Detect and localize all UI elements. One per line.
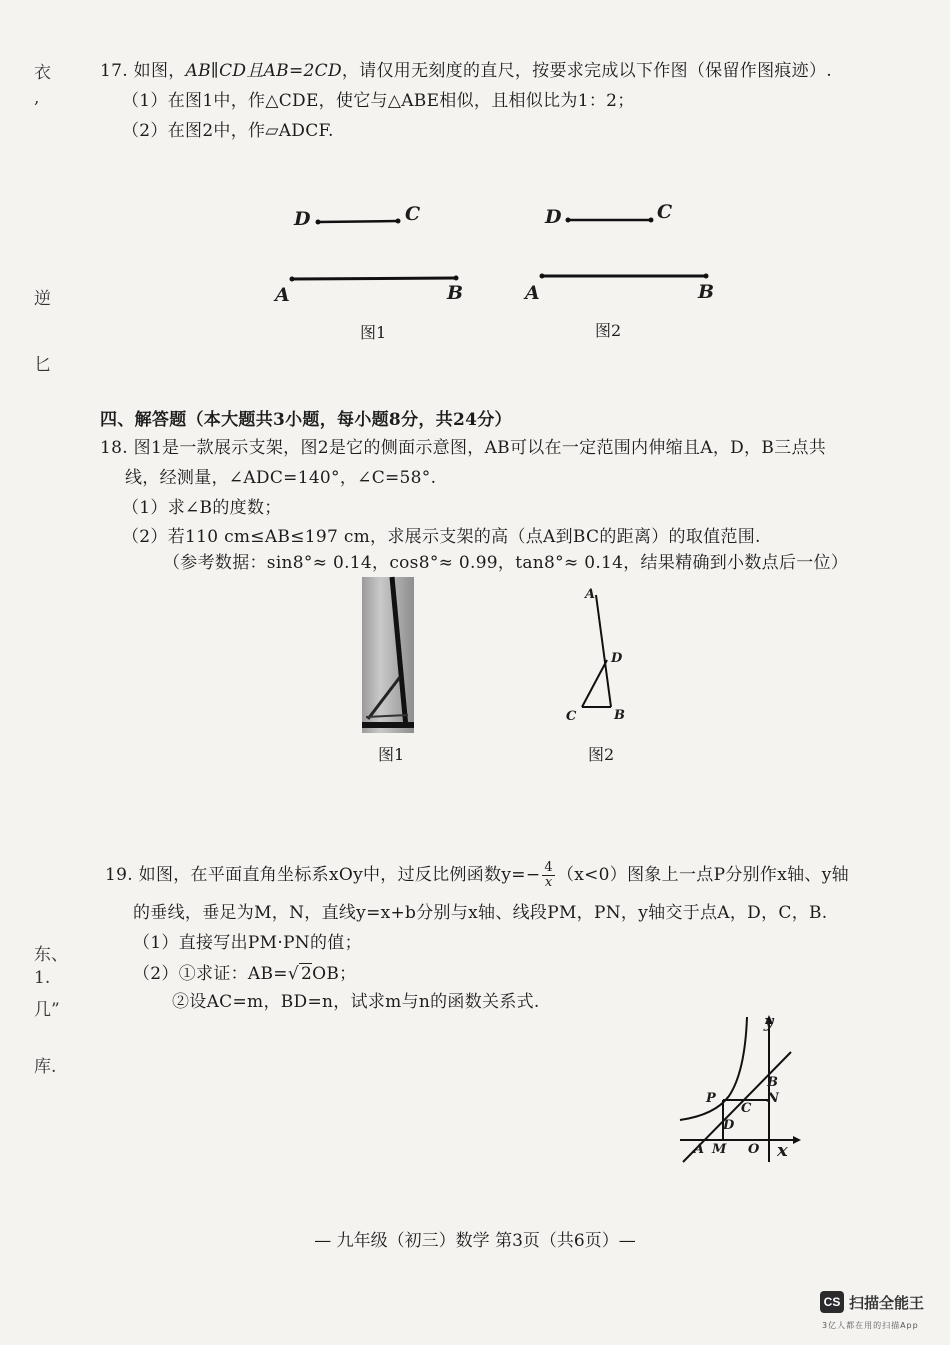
point-label-b: B <box>614 708 625 723</box>
q19-proof-prefix: （2）①求证：AB= <box>133 964 288 984</box>
margin-mark: 逆 <box>34 289 51 309</box>
point-label-c: C <box>566 709 577 724</box>
point-label-p: P <box>706 1091 716 1106</box>
margin-mark: , <box>34 88 40 108</box>
q18-fig2-caption: 图2 <box>588 745 615 764</box>
point-label-a: A <box>525 282 540 304</box>
q18-fig1-caption: 图1 <box>378 745 405 764</box>
q17-line1 <box>100 56 832 81</box>
margin-mark: 匕 <box>34 355 51 375</box>
q18-part2: （2）若110 cm≤AB≤197 cm，求展示支架的高（点A到BC的距离）的取值范围. <box>122 527 761 547</box>
margin-mark: 库. <box>34 1057 57 1077</box>
axis-label-y: y <box>764 1011 775 1032</box>
scanner-badge: CS <box>820 1291 844 1313</box>
point-label-c: C <box>741 1101 752 1116</box>
point-label-n: N <box>767 1091 779 1106</box>
point-label-m: M <box>712 1142 727 1157</box>
fraction <box>542 861 555 890</box>
q19-suffix: （x<0）图象上一点P分别作x轴、y轴 <box>556 865 849 885</box>
q19-part2: （2）①求证：AB=√ 2OB； <box>133 964 357 984</box>
q17-fig1-caption: 图1 <box>360 323 387 342</box>
axis-label-x: x <box>777 1140 788 1161</box>
point-label-d: D <box>294 208 311 230</box>
margin-mark: 几” <box>34 1000 60 1020</box>
point-label-a: A <box>275 284 290 306</box>
point-label-d: D <box>545 206 562 228</box>
point-label-b: B <box>767 1075 778 1090</box>
point-label-o: O <box>748 1142 760 1157</box>
margin-mark: 1. <box>34 968 51 988</box>
point-label-a: A <box>694 1142 705 1157</box>
q19-part2-sub: ②设AC=m，BD=n，试求m与n的函数关系式. <box>172 992 540 1012</box>
q17-fig2-caption: 图2 <box>595 321 622 340</box>
q18-figure2 <box>560 585 640 715</box>
q18-part1: （1）求∠B的度数； <box>122 498 282 518</box>
fraction-denominator: x <box>544 875 553 890</box>
margin-mark: 衣 <box>34 63 51 83</box>
point-label-c: C <box>405 203 421 225</box>
q19-part1: （1）直接写出PM·PN的值； <box>133 933 362 953</box>
q18-line1: 18. 图1是一款展示支架，图2是它的侧面示意图，AB可以在一定范围内伸缩且A，D，B三点共 <box>100 438 827 458</box>
q17-part1: （1）在图1中，作△CDE，使它与△ABE相似，且相似比为1：2； <box>122 91 635 111</box>
scanner-name: 扫描全能王 <box>849 1293 925 1312</box>
section-heading: 四、解答题（本大题共3小题，每小题8分，共24分） <box>100 410 512 430</box>
point-label-d: D <box>611 651 623 666</box>
q17-math: AB∥CD且AB=2CD <box>185 61 342 81</box>
q19-proof-suffix: OB； <box>312 964 357 984</box>
display-stand-photo-lines <box>362 577 414 733</box>
sqrt-radicand: 2 <box>300 964 313 984</box>
q17-suffix: ，请仅用无刻度的直尺，按要求完成以下作图（保留作图痕迹）. <box>341 61 832 81</box>
q19-prefix: 19. 如图，在平面直角坐标系xOy中，过反比例函数y=− <box>105 865 541 885</box>
q18-line2: 线，经测量，∠ADC=140°，∠C=58°. <box>125 468 437 488</box>
point-label-c: C <box>657 201 673 223</box>
q19-line2: 的垂线，垂足为M，N，直线y=x+b分别与x轴、线段PM，PN，y轴交于点A，D，C，B. <box>133 903 828 923</box>
page-footer: — 九年级（初三）数学 第3页（共6页）— <box>314 1231 636 1251</box>
q17-prefix: 17. 如图， <box>100 61 186 81</box>
scanner-tagline: 3亿人都在用的扫描App <box>822 1321 919 1330</box>
scanner-logo <box>820 1291 924 1313</box>
q18-reference-data: （参考数据：sin8°≈ 0.14，cos8°≈ 0.99，tan8°≈ 0.14，结果精确到小数点后一位） <box>163 553 849 573</box>
point-label-a: A <box>585 587 596 602</box>
point-label-b: B <box>698 281 715 303</box>
point-label-b: B <box>447 282 464 304</box>
q17-part2: （2）在图2中，作▱ADCF. <box>122 121 334 141</box>
margin-mark: 东、 <box>34 945 68 965</box>
fraction-numerator: 4 <box>544 860 553 875</box>
q19-line1 <box>105 860 849 890</box>
point-label-d: D <box>723 1118 735 1133</box>
